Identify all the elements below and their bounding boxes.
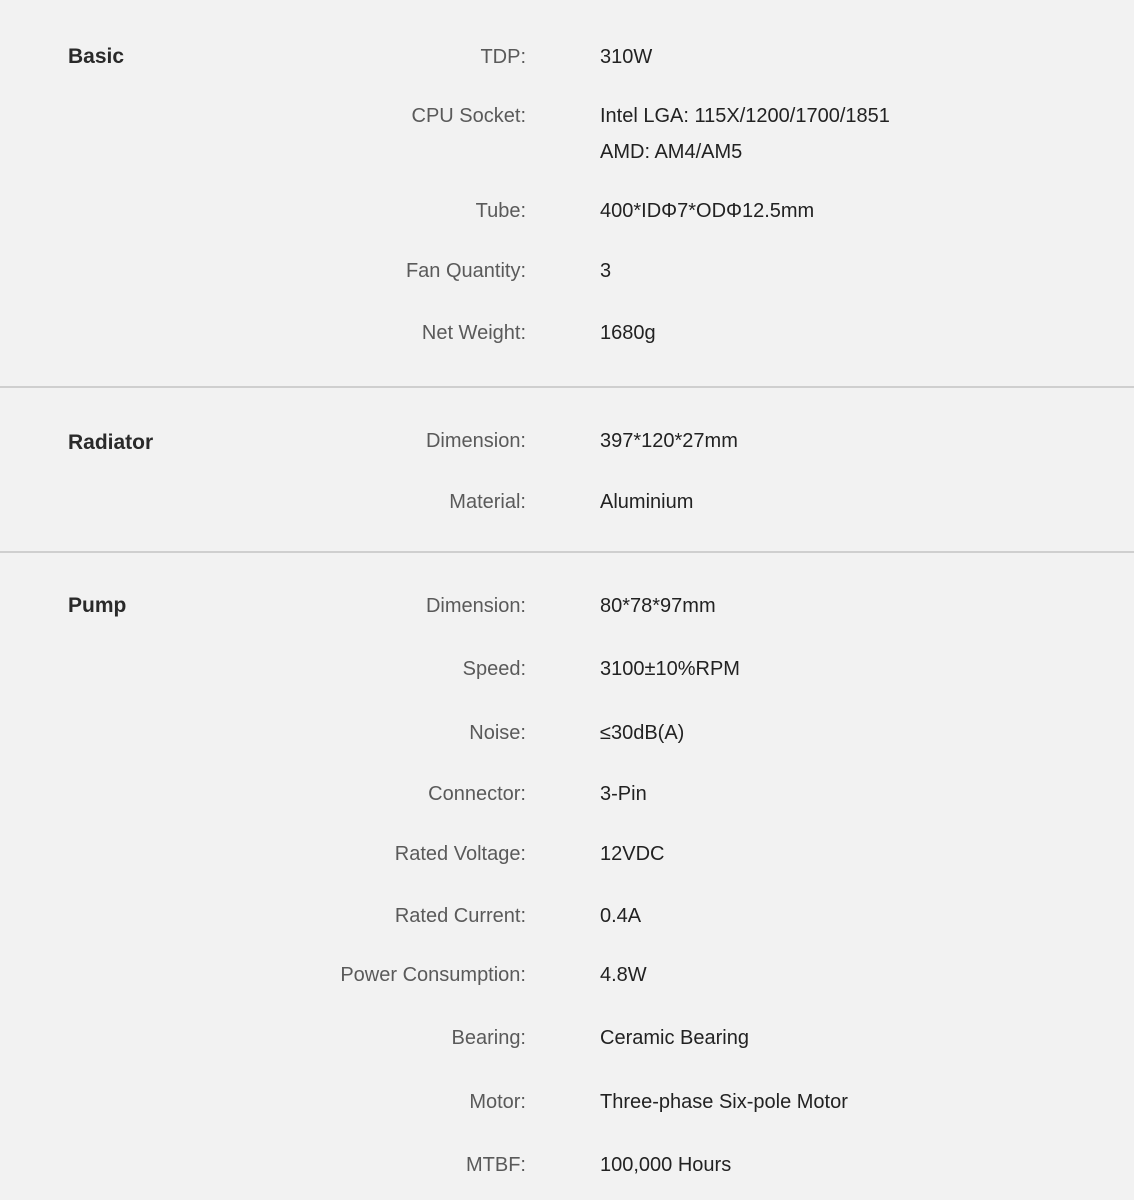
spec-row [0, 721, 1134, 761]
spec-value: 80*78*97mm [600, 595, 716, 617]
section-title: Pump [68, 594, 127, 617]
section-divider [0, 551, 1134, 553]
spec-label: MTBF: [466, 1154, 526, 1176]
spec-value: 12VDC [600, 843, 665, 865]
spec-row [0, 1153, 1134, 1193]
spec-value: 310W [600, 46, 653, 68]
spec-value: 0.4A [600, 905, 642, 927]
spec-label: Tube: [475, 200, 526, 222]
spec-value: ≤30dB(A) [600, 722, 685, 744]
spec-row [0, 199, 1134, 239]
spec-label: Dimension: [425, 430, 526, 452]
spec-value: 3 [600, 260, 612, 282]
spec-value: 397*120*27mm [600, 430, 738, 452]
spec-value: Three-phase Six-pole Motor [600, 1091, 848, 1113]
spec-label: Noise: [469, 722, 526, 744]
spec-value: 3100±10%RPM [600, 658, 740, 680]
spec-label: Rated Voltage: [394, 843, 526, 865]
spec-value: 4.8W [600, 964, 647, 986]
spec-row [0, 1026, 1134, 1066]
spec-label: Speed: [462, 658, 526, 680]
spec-row [0, 490, 1134, 530]
spec-row [0, 594, 1134, 634]
spec-row [0, 657, 1134, 697]
spec-label: Power Consumption: [340, 964, 526, 986]
spec-value: Aluminium [600, 491, 694, 513]
spec-label: Bearing: [451, 1027, 526, 1049]
spec-value: Ceramic Bearing [600, 1027, 749, 1049]
spec-label: Fan Quantity: [405, 260, 526, 282]
spec-row [0, 904, 1134, 944]
spec-value: 100,000 Hours [600, 1154, 732, 1176]
spec-label: Material: [449, 491, 526, 513]
spec-label: Net Weight: [421, 322, 526, 344]
spec-label: CPU Socket: [411, 105, 526, 127]
spec-label: Motor: [469, 1091, 526, 1113]
section-divider [0, 386, 1134, 388]
spec-row [0, 1090, 1134, 1130]
spec-row [0, 963, 1134, 1003]
spec-value: 3-Pin [600, 783, 647, 805]
spec-label: Dimension: [425, 595, 526, 617]
section-title: Radiator [68, 431, 154, 454]
spec-row [0, 259, 1134, 299]
spec-row [0, 104, 1134, 184]
spec-row [0, 45, 1134, 85]
spec-row [0, 321, 1134, 361]
spec-value: 1680g [600, 322, 656, 344]
spec-row [0, 842, 1134, 882]
spec-value: 400*IDΦ7*ODΦ12.5mm [600, 200, 815, 222]
spec-label: Connector: [428, 783, 526, 805]
spec-value: Intel LGA: 115X/1200/1700/1851 AMD: AM4/AM5 [600, 105, 890, 163]
spec-label: TDP: [480, 46, 526, 68]
spec-row [0, 429, 1134, 469]
spec-row [0, 782, 1134, 822]
spec-label: Rated Current: [394, 905, 526, 927]
section-title: Basic [68, 45, 125, 68]
